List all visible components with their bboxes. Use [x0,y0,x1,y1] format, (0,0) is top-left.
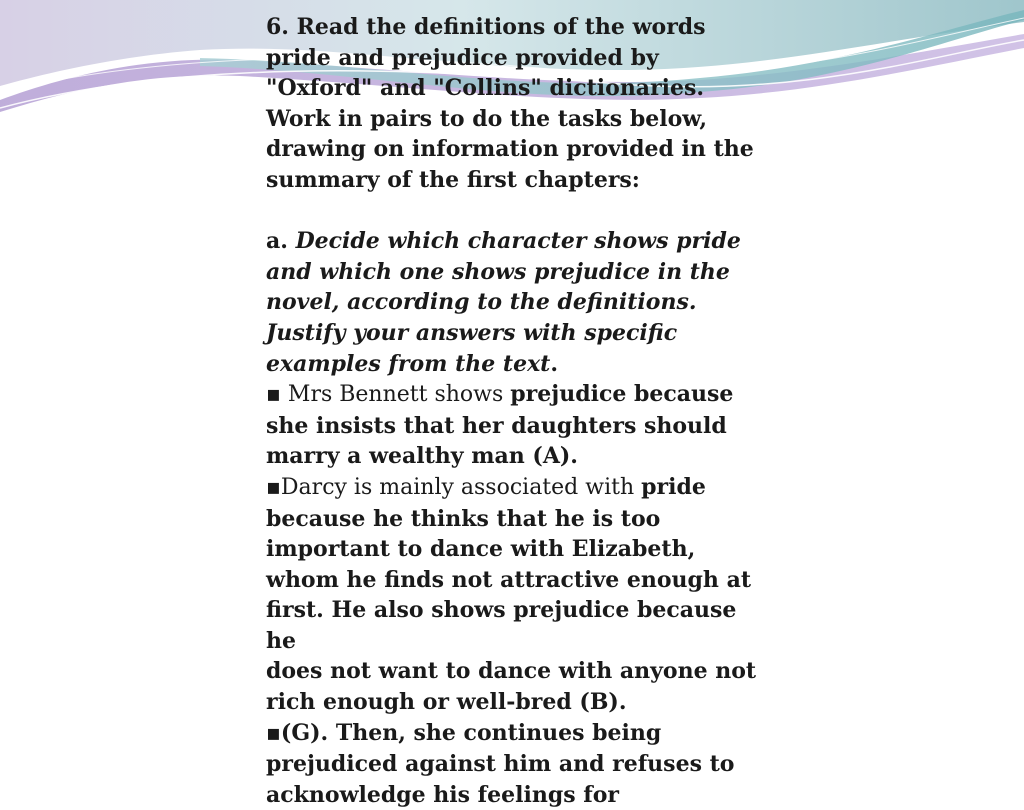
heading-line: 6. Read the definitions of the words [266,14,706,40]
bullet-1-line: marry a wealthy man (A). [266,443,578,470]
bullet-2-line: because he thinks that he is too [266,505,661,532]
spacer [266,196,766,227]
bullet-3-line: acknowledge his feelings for [266,781,619,808]
bullet-1: ▪ Mrs Bennett shows prejudice because [266,381,734,408]
slide-text [266,12,766,810]
bullet-2-line: rich enough or well-bred (B). [266,689,627,716]
task-a-line: examples from the text. [266,350,559,377]
task-a-line: Justify your answers with specific [266,319,678,346]
bullet-1-line: she insists that her daughters should [266,412,727,439]
bullet-3: ▪(G). Then, she continues being [266,719,662,746]
task-a-line: and which one shows prejudice in the [266,258,730,285]
bullet-2: ▪Darcy is mainly associated with pride [266,473,706,500]
task-a-line: novel, according to the definitions. [266,289,697,316]
bullet-2-line: whom he finds not attractive enough at [266,566,751,593]
square-bullet-icon: ▪ [266,382,281,408]
bullet-2-line: first. He also shows prejudice because he [266,597,737,654]
bullet-2-line: does not want to dance with anyone not [266,658,757,685]
heading-line: pride and prejudice provided by [266,44,659,71]
heading-line: drawing on information provided in the [266,136,754,163]
task-a-prefix: a. [266,228,296,255]
bullet-3-line: prejudiced against him and refuses to [266,751,735,778]
heading-line: Work in pairs to do the tasks below, [266,105,708,132]
square-bullet-icon: ▪ [266,474,281,500]
heading-line: summary of the first chapters: [266,166,640,193]
heading-line: "Oxford" and "Collins" dictionaries. [266,75,705,102]
bullet-2-line: important to dance with Elizabeth, [266,536,696,563]
square-bullet-icon: ▪ [266,720,281,746]
task-a-line: a. Decide which character shows pride [266,228,741,255]
